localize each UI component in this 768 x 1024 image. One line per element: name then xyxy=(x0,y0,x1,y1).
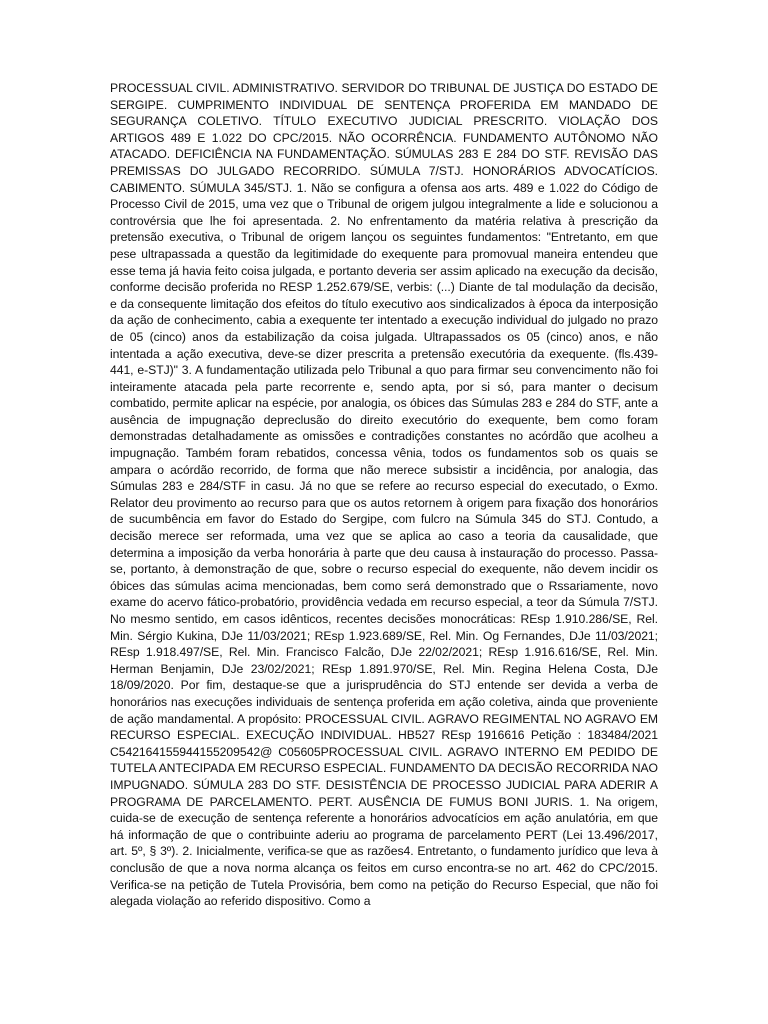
document-page xyxy=(110,80,658,910)
document-body-text: PROCESSUAL CIVIL. ADMINISTRATIVO. SERVIDOR DO TRIBUNAL DE JUSTIÇA DO ESTADO DE SERGIPE. CUMPRIMENTO INDIVIDUAL DE SENTENÇA PROFERIDA EM MANDADO DE SEGURANÇA COLETIVO. TÍTULO EXECUTIVO JUDICIAL PRESCRITO. VIOLAÇÃO DOS ARTIGOS 489 E 1.022 DO CPC/2015. NÃO OCORRÊNCIA. FUNDAMENTO AUTÔNOMO NÃO ATACADO. DEFICIÊNCIA NA FUNDAMENTAÇÃO. SÚMULAS 283 E 284 DO STF. REVISÃO DAS PREMISSAS DO JULGADO RECORRIDO. SÚMULA 7/STJ. HONORÁRIOS ADVOCATÍCIOS. CABIMENTO. SÚMULA 345/STJ. 1. Não se configura a ofensa aos arts. 489 e 1.022 do Código de Processo Civil de 2015, uma vez que o Tribunal de origem julgou integralmente a lide e solucionou a controvérsia que lhe foi apresentada. 2. No enfrentamento da matéria relativa à prescrição da pretensão executiva, o Tribunal de origem lançou os seguintes fundamentos: "Entretanto, em que pese ultrapassada a questão da legitimidade do exequente para promovual maneira entendeu que esse tema já havia feito coisa julgada, e portanto deveria ser assim aplicado na execução da decisão, conforme decisão proferida no RESP 1.252.679/SE, verbis: (...) Diante de tal modulação da decisão, e da consequente limitação dos efeitos do título executivo aos sindicalizados à época da interposição da ação de conhecimento, cabia a exequente ter intentado a execução individual do julgado no prazo de 05 (cinco) anos da estabilização da coisa julgada. Ultrapassados os 05 (cinco) anos, e não intentada a ação executiva, deve-se dizer prescrita a pretensão executória da exequente. (fls.439-441, e-STJ)" 3. A fundamentação utilizada pelo Tribunal a quo para firmar seu convencimento não foi inteiramente atacada pela parte recorrente e, sendo apta, por si só, para manter o decisum combatido, permite aplicar na espécie, por analogia, os óbices das Súmulas 283 e 284 do STF, ante a ausência de impugnação depreclusão do direito executório do exequente, bem como foram demonstradas detalhadamente as omissões e contradições constantes no acórdão que acolheu a impugnação. Também foram rebatidos, concessa vênia, todos os fundamentos sob os quais se ampara o acórdão recorrido, de forma que não merece subsistir a incidência, por analogia, das Súmulas 283 e 284/STF in casu. Já no que se refere ao recurso especial do executado, o Exmo. Relator deu provimento ao recurso para que os autos retornem à origem para fixação dos honorários de sucumbência em favor do Estado do Sergipe, com fulcro na Súmula 345 do STJ. Contudo, a decisão merece ser reformada, uma vez que se aplica ao caso a teoria da causalidade, que determina a imposição da verba honorária à parte que deu causa à instauração do processo. Passa-se, portanto, à demonstração de que, sobre o recurso especial do exequente, não devem incidir os óbices das súmulas acima mencionadas, bem como será demonstrado que o Rssariamente, novo exame do acervo fático-probatório, providência vedada em recurso especial, a teor da Súmula 7/STJ. No mesmo sentido, em casos idênticos, recentes decisões monocráticas: REsp 1.910.286/SE, Rel. Min. Sérgio Kukina, DJe 11/03/2021; REsp 1.923.689/SE, Rel. Min. Og Fernandes, DJe 11/03/2021; REsp 1.918.497/SE, Rel. Min. Francisco Falcão, DJe 22/02/2021; REsp 1.916.616/SE, Rel. Min. Herman Benjamin, DJe 23/02/2021; REsp 1.891.970/SE, Rel. Min. Regina Helena Costa, DJe 18/09/2020. Por fim, destaque-se que a jurisprudência do STJ entende ser devida a verba de honorários nas execuções individuais de sentença proferida em ação coletiva, ainda que proveniente de ação mandamental. A propósito: PROCESSUAL CIVIL. AGRAVO REGIMENTAL NO AGRAVO EM RECURSO ESPECIAL. EXECUÇÃO INDIVIDUAL. HB527 REsp 1916616 Petição : 183484/2021 C542164155944155209542@ C05605PROCESSUAL CIVIL. AGRAVO INTERNO EM PEDIDO DE TUTELA ANTECIPADA EM RECURSO ESPECIAL. FUNDAMENTO DA DECISÃO RECORRIDA NAO IMPUGNADO. SÚMULA 283 DO STF. DESISTÊNCIA DE PROCESSO JUDICIAL PARA ADERIR A PROGRAMA DE PARCELAMENTO. PERT. AUSÊNCIA DE FUMUS BONI JURIS. 1. Na origem, cuida-se de execução de sentença referente a honorários advocatícios em ação anulatória, em que há informação de que o contribuinte aderiu ao programa de parcelamento PERT (Lei 13.496/2017, art. 5º, § 3º). 2. Inicialmente, verifica-se que as razões4. Entretanto, o fundamento jurídico que leva à conclusão de que a nova norma alcança os feitos em curso encontra-se no art. 462 do CPC/2015. Verifica-se na petição de Tutela Provisória, bem como na petição do Recurso Especial, que não foi alegada violação ao referido dispositivo. Como a xyxy=(110,81,658,909)
